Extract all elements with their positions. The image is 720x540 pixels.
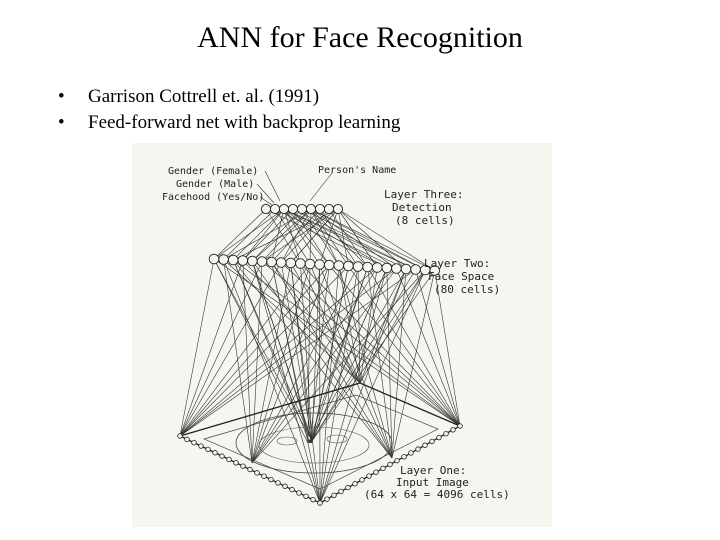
network-cell [332,493,337,498]
network-diagram [132,143,552,527]
label-persons-name: Person's Name [318,165,397,176]
network-cell [276,258,286,268]
network-cell [339,489,344,494]
network-cell [262,474,267,479]
network-cell [333,204,342,213]
layer-one-name: Input Image [396,476,469,489]
layer-two-label: Layer Two: [424,257,491,270]
network-cell [401,264,411,274]
network-cell [178,434,183,439]
network-cell [382,263,392,273]
network-cell [261,204,270,213]
network-cell [381,466,386,471]
network-cell [360,478,365,483]
network-cell [374,470,379,475]
network-cell [267,257,277,267]
layer-two-name: Face Space [428,270,495,283]
network-cell [437,435,442,440]
network-cell [213,450,218,455]
network-cell [279,204,288,213]
network-cell [255,471,260,476]
layer-three-name: Detection [392,201,452,214]
network-cell [372,263,382,273]
network-cell [228,255,238,265]
network-cell [353,262,363,272]
network-cell [219,255,229,265]
network-cell [290,487,295,492]
network-cell [430,439,435,444]
network-cell [444,431,449,436]
bullet-item: • Garrison Cottrell et. al. (1991) [58,84,400,110]
network-cell [451,428,456,433]
network-cell [304,494,309,499]
network-cell [409,451,414,456]
network-cell [276,481,281,486]
bullet-item: • Feed-forward net with backprop learning [58,110,400,136]
slide-title: ANN for Face Recognition [197,21,523,54]
network-cell [306,204,315,213]
network-cell [402,455,407,460]
network-cell [325,497,330,502]
network-cell [248,256,258,266]
network-cell [416,447,421,452]
network-cell [248,467,253,472]
network-cell [346,485,351,490]
network-cell [388,462,393,467]
network-cell [296,259,306,269]
network-cell [318,501,323,506]
network-cell [209,254,219,264]
label-leader-lines [257,171,332,205]
network-cell [363,262,373,272]
network-cell [234,461,239,466]
network-cell [297,204,306,213]
network-cell [423,443,428,448]
network-cell [269,477,274,482]
network-cell [353,481,358,486]
network-cell [227,457,232,462]
network-cell [395,458,400,463]
network-cell [324,260,334,270]
network-cell [344,261,354,271]
connection-lines [180,209,460,503]
layer-three-label: Layer Three: [384,188,464,201]
network-cell [206,447,211,452]
network-cell [238,256,248,266]
network-cell [185,437,190,442]
network-cell [283,484,288,489]
network-cell [241,464,246,469]
neural-network-figure [132,143,552,527]
network-cell [392,264,402,274]
network-cell [297,491,302,496]
network-cell [315,204,324,213]
network-cell [311,497,316,502]
network-cell [324,204,333,213]
network-cell [286,258,296,268]
network-cell [305,259,315,269]
network-cell [334,261,344,271]
layer-three-cells [261,204,342,213]
layer-one-label: Layer One: [400,464,467,477]
network-cell [315,260,325,270]
network-cell [199,444,204,449]
network-cell [288,204,297,213]
network-cell [367,474,372,479]
network-cell [458,424,463,429]
layer-one-count: (64 x 64 = 4096 cells) [364,488,510,501]
label-facehood: Facehood (Yes/No) [162,192,265,203]
network-cell [192,440,197,445]
label-gender-male: Gender (Male) [176,179,255,190]
label-gender-female: Gender (Female) [168,166,259,177]
layer-three-count: (8 cells) [395,214,455,227]
bullet-list [58,84,400,136]
layer-two-count: (80 cells) [434,283,501,296]
network-cell [411,265,421,275]
network-cell [220,454,225,459]
network-cell [270,204,279,213]
network-cell [257,257,267,267]
